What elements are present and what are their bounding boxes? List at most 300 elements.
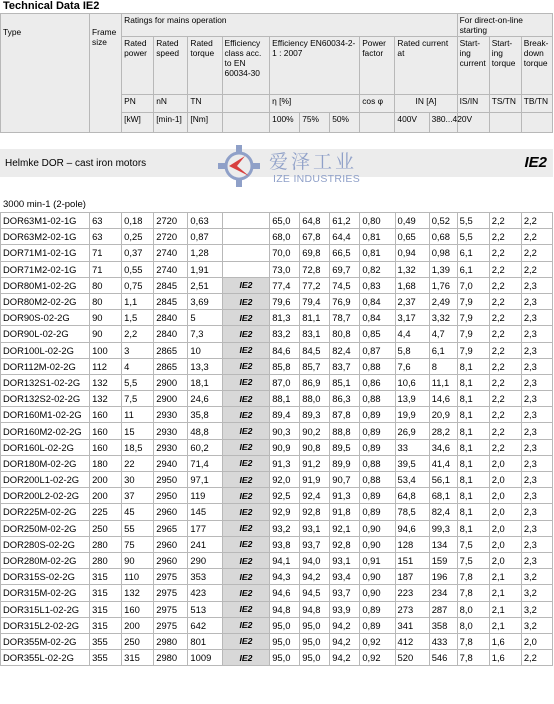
data-cell: 2,49 [429,293,457,309]
data-cell: 177 [188,520,222,536]
data-cell: 1,5 [122,310,154,326]
data-cell: 2,0 [489,455,521,471]
data-cell: 8,1 [457,439,489,455]
data-cell: 94,6 [395,520,429,536]
data-cell: 0,83 [360,277,395,293]
data-cell: 7,5 [457,536,489,552]
data-cell: 0,90 [360,520,395,536]
motor-type-cell: DOR315S-02-2G [1,569,90,585]
data-cell: 7,9 [457,342,489,358]
data-cell: 160 [90,439,122,455]
data-cell: 13,3 [188,358,222,374]
data-cell: 95,0 [270,633,300,649]
eff-class-cell: IE2 [222,277,270,293]
data-cell: 89,5 [330,439,360,455]
header-frame-size: Frame size [90,14,122,95]
data-cell: 7,9 [457,326,489,342]
logo-en-text: IZE INDUSTRIES [273,173,361,185]
data-cell: 801 [188,633,222,649]
data-cell: 93,8 [270,536,300,552]
gear-icon [215,142,265,190]
data-cell: 196 [429,569,457,585]
data-cell: 2720 [154,229,188,245]
header-start-torque: Start-ing torque [489,37,521,95]
eff-class-cell: IE2 [222,310,270,326]
table-row [1,617,553,633]
data-cell: 7,8 [457,569,489,585]
data-cell: 2,3 [521,358,552,374]
data-cell: 315 [122,650,154,666]
data-cell: 2900 [154,374,188,390]
data-cell: 90,7 [330,472,360,488]
motor-type-cell: DOR80M1-02-2G [1,277,90,293]
data-cell: 2,3 [521,520,552,536]
data-cell: 56,1 [429,472,457,488]
data-cell: 1,76 [429,277,457,293]
data-cell: 315 [90,569,122,585]
eff-class-cell: IE2 [222,504,270,520]
data-cell: 14,6 [429,391,457,407]
data-cell: 94,3 [270,569,300,585]
data-cell: 10,6 [395,374,429,390]
data-cell: 15 [122,423,154,439]
data-cell: 2,0 [489,488,521,504]
data-cell: 79,4 [300,293,330,309]
motor-type-cell: DOR80M2-02-2G [1,293,90,309]
data-cell: 80 [90,293,122,309]
header-type: Type [1,14,90,95]
table-row [1,569,553,585]
data-cell: 87,8 [330,407,360,423]
data-cell: 10 [188,342,222,358]
unit-min: [min-1] [154,113,188,133]
data-cell: 0,92 [360,650,395,666]
data-cell: 2865 [154,342,188,358]
motor-type-cell: DOR112M-02-2G [1,358,90,374]
data-cell: 2740 [154,261,188,277]
data-cell: 7,5 [122,391,154,407]
eff-class-cell: IE2 [222,633,270,649]
data-cell: 73,0 [270,261,300,277]
data-cell: 520 [395,650,429,666]
data-cell: 513 [188,601,222,617]
data-cell: 11,1 [429,374,457,390]
data-cell: 287 [429,601,457,617]
table-row [1,342,553,358]
data-cell: 119 [188,488,222,504]
table-row [1,601,553,617]
data-cell: 69,8 [300,245,330,261]
data-cell: 0,91 [360,552,395,568]
data-cell: 83,1 [300,326,330,342]
motor-type-cell: DOR355M-02-2G [1,633,90,649]
data-cell: 0,68 [429,229,457,245]
data-cell: 0,80 [360,213,395,229]
data-cell: 90 [90,326,122,342]
data-cell: 2,2 [489,391,521,407]
data-cell: 2,3 [521,342,552,358]
data-cell: 92,8 [300,504,330,520]
data-cell: 92,8 [330,536,360,552]
sym-pn: PN [122,95,154,113]
data-cell: 94,5 [300,585,330,601]
motor-type-cell: DOR315M-02-2G [1,585,90,601]
data-cell: 66,5 [330,245,360,261]
table-row [1,488,553,504]
data-cell: 35,8 [188,407,222,423]
data-cell: 2,2 [521,213,552,229]
data-cell: 100 [90,342,122,358]
data-cell: 87,0 [270,374,300,390]
data-cell: 86,3 [330,391,360,407]
data-cell: 2960 [154,536,188,552]
data-cell: 78,5 [395,504,429,520]
data-cell: 2,3 [521,455,552,471]
motor-type-cell: DOR132S2-02-2G [1,391,90,407]
data-cell: 95,0 [270,650,300,666]
data-cell: 223 [395,585,429,601]
data-cell: 94,2 [330,633,360,649]
data-cell: 0,89 [360,601,395,617]
data-cell: 8,1 [457,504,489,520]
data-cell: 8,1 [457,423,489,439]
data-cell: 2940 [154,455,188,471]
data-cell: 71 [90,245,122,261]
data-cell: 2,2 [489,342,521,358]
data-cell: 2950 [154,488,188,504]
data-cell: 2,0 [489,520,521,536]
data-cell: 0,89 [360,488,395,504]
data-cell: 88,8 [330,423,360,439]
motor-type-cell: DOR200L1-02-2G [1,472,90,488]
data-cell: 2,3 [521,504,552,520]
data-cell: 92,1 [330,520,360,536]
motor-type-cell: DOR90S-02-2G [1,310,90,326]
data-cell: 1,6 [489,650,521,666]
data-cell: 95,0 [300,617,330,633]
motor-type-cell: DOR315L2-02-2G [1,617,90,633]
data-cell: 67,8 [300,229,330,245]
data-cell: 94,1 [270,552,300,568]
data-cell: 2950 [154,472,188,488]
sym-nn: nN [154,95,188,113]
data-cell: 3,69 [188,293,222,309]
data-cell: 355 [90,633,122,649]
header-rated-power: Rated power [122,37,154,95]
data-cell: 2845 [154,293,188,309]
data-cell: 2,0 [489,504,521,520]
data-cell: 132 [90,391,122,407]
data-cell: 0,87 [360,342,395,358]
data-cell: 2965 [154,520,188,536]
table-row [1,261,553,277]
data-cell: 78,7 [330,310,360,326]
data-cell: 2,0 [489,472,521,488]
motor-type-cell: DOR63M1-02-1G [1,213,90,229]
unit-kw: [kW] [122,113,154,133]
data-cell: 77,2 [300,277,330,293]
data-cell: 1,91 [188,261,222,277]
data-cell: 2,2 [489,245,521,261]
data-cell: 92,9 [270,504,300,520]
data-cell: 94,2 [330,650,360,666]
eff-class-cell: IE2 [222,488,270,504]
table-row [1,633,553,649]
data-cell: 89,4 [270,407,300,423]
eff-class-cell: IE2 [222,569,270,585]
data-cell: 2,2 [489,310,521,326]
load-100: 100% [270,113,300,133]
eff-class-cell: IE2 [222,423,270,439]
data-cell: 7,0 [457,277,489,293]
data-cell: 2,3 [521,536,552,552]
data-cell: 0,88 [360,472,395,488]
data-cell: 2,2 [521,245,552,261]
data-cell: 71,4 [188,455,222,471]
data-cell: 93,1 [300,520,330,536]
data-cell: 355 [90,650,122,666]
data-cell: 187 [395,569,429,585]
header-rated-current: Rated current at [395,37,457,95]
header-table [0,13,553,133]
eff-class-cell: IE2 [222,439,270,455]
data-cell: 88,1 [270,391,300,407]
data-cell: 7,9 [457,293,489,309]
data-cell: 94,6 [270,585,300,601]
data-cell: 2,1 [489,601,521,617]
data-cell: 2,3 [521,326,552,342]
data-cell: 2740 [154,245,188,261]
motor-type-cell: DOR160M1-02-2G [1,407,90,423]
data-cell: 63 [90,229,122,245]
data-cell: 0,37 [122,245,154,261]
table-row [1,650,553,666]
data-cell: 94,8 [270,601,300,617]
data-cell: 8,1 [457,488,489,504]
data-cell: 2975 [154,569,188,585]
data-cell: 2,51 [188,277,222,293]
data-cell: 86,9 [300,374,330,390]
data-cell: 99,3 [429,520,457,536]
data-cell: 81,1 [300,310,330,326]
data-cell: 8,1 [457,374,489,390]
data-cell: 0,88 [360,391,395,407]
data-cell: 79,6 [270,293,300,309]
data-cell: 92,0 [270,472,300,488]
data-cell: 546 [429,650,457,666]
motor-type-cell: DOR71M1-02-1G [1,245,90,261]
data-cell: 30 [122,472,154,488]
data-cell: 3,2 [521,585,552,601]
motor-type-cell: DOR63M2-02-1G [1,229,90,245]
data-cell: 280 [90,536,122,552]
data-cell: 84,5 [300,342,330,358]
data-cell: 90,8 [300,439,330,455]
data-cell: 0,81 [360,229,395,245]
data-cell: 2975 [154,617,188,633]
data-cell: 2,1 [489,617,521,633]
data-cell: 3 [122,342,154,358]
data-cell: 5,5 [457,213,489,229]
data-cell: 7,8 [457,585,489,601]
data-cell: 3,2 [521,569,552,585]
data-cell: 2,3 [521,374,552,390]
data-cell: 0,89 [360,504,395,520]
sym-ts: TS/TN [489,95,521,113]
data-cell: 1,68 [395,277,429,293]
data-cell: 0,89 [360,407,395,423]
sym-tn: TN [188,95,222,113]
table-row [1,213,553,229]
data-cell: 64,4 [330,229,360,245]
data-cell: 18,1 [188,374,222,390]
data-cell: 7,3 [188,326,222,342]
data-cell: 90 [122,552,154,568]
data-cell: 19,9 [395,407,429,423]
data-cell: 61,2 [330,213,360,229]
data-cell: 3,2 [521,601,552,617]
data-cell: 0,52 [429,213,457,229]
data-cell: 0,98 [429,245,457,261]
table-row [1,374,553,390]
data-cell: 60,2 [188,439,222,455]
data-cell: 0,90 [360,569,395,585]
sym-cos: cos φ [360,95,395,113]
data-cell: 68,0 [270,229,300,245]
data-cell: 7,8 [457,633,489,649]
data-cell: 2,3 [521,277,552,293]
data-cell: 2,2 [521,650,552,666]
data-cell: 91,8 [330,504,360,520]
data-cell: 2840 [154,310,188,326]
motor-type-cell: DOR355L-02-2G [1,650,90,666]
load-75: 75% [300,113,330,133]
data-cell: 2,2 [122,326,154,342]
eff-class-cell: IE2 [222,293,270,309]
data-cell: 2,2 [489,439,521,455]
data-cell: 94,8 [300,601,330,617]
data-cell: 280 [90,552,122,568]
data-cell: 92,4 [300,488,330,504]
data-cell: 2,3 [521,391,552,407]
data-cell: 75 [122,536,154,552]
data-cell: 2720 [154,213,188,229]
data-cell: 7,9 [457,310,489,326]
load-50: 50% [330,113,360,133]
data-cell: 68,1 [429,488,457,504]
data-cell: 8,0 [457,601,489,617]
header-rated-torque: Rated torque [188,37,222,95]
data-cell: 2,3 [521,407,552,423]
eff-class-cell [222,245,270,261]
data-cell: 4,7 [429,326,457,342]
data-cell: 95,0 [300,650,330,666]
data-cell: 358 [429,617,457,633]
data-cell: 433 [429,633,457,649]
data-cell: 0,89 [360,423,395,439]
data-cell: 89,3 [300,407,330,423]
data-cell: 2975 [154,601,188,617]
table-row [1,391,553,407]
table-row [1,455,553,471]
data-cell: 2,3 [521,472,552,488]
data-cell: 1,1 [122,293,154,309]
data-cell: 2,3 [521,552,552,568]
sym-eta: η [%] [270,95,360,113]
data-cell: 37 [122,488,154,504]
eff-class-cell [222,213,270,229]
data-cell: 8,1 [457,407,489,423]
eff-class-cell [222,229,270,245]
data-cell: 72,8 [300,261,330,277]
data-cell: 91,3 [330,488,360,504]
eff-class-cell: IE2 [222,601,270,617]
data-cell: 160 [90,423,122,439]
data-cell: 273 [395,601,429,617]
data-cell: 92,5 [270,488,300,504]
data-cell: 33 [395,439,429,455]
eff-class-cell: IE2 [222,326,270,342]
header-breakdown-torque: Break-down torque [521,37,552,95]
table-row [1,536,553,552]
data-cell: 5,8 [395,342,429,358]
data-cell: 0,81 [360,245,395,261]
data-cell: 2,3 [521,488,552,504]
table-row [1,293,553,309]
logo-cn-text: 爱泽工业 [269,151,358,173]
series-name: Helmke DOR – cast iron motors [5,158,147,169]
data-cell: 160 [90,407,122,423]
data-cell: 64,8 [395,488,429,504]
motor-type-cell: DOR280M-02-2G [1,552,90,568]
data-cell: 2,37 [395,293,429,309]
header-start-current: Start-ing current [457,37,489,95]
table-row [1,439,553,455]
data-cell: 0,88 [360,455,395,471]
data-cell: 6,1 [457,261,489,277]
data-cell: 0,85 [360,326,395,342]
data-cell: 84,6 [270,342,300,358]
data-cell: 91,2 [300,455,330,471]
data-cell: 112 [90,358,122,374]
data-cell: 2960 [154,552,188,568]
eff-class-cell: IE2 [222,358,270,374]
data-cell: 1,6 [489,633,521,649]
data-cell: 2,3 [521,310,552,326]
data-cell: 81,3 [270,310,300,326]
data-cell: 85,1 [330,374,360,390]
data-cell: 241 [188,536,222,552]
eff-class-cell: IE2 [222,552,270,568]
data-cell: 132 [90,374,122,390]
table-row [1,504,553,520]
data-cell: 159 [429,552,457,568]
data-cell: 5 [188,310,222,326]
data-cell: 2,3 [521,423,552,439]
data-cell: 90,9 [270,439,300,455]
data-cell: 7,6 [395,358,429,374]
data-cell: 41,4 [429,455,457,471]
data-cell: 412 [395,633,429,649]
motor-type-cell: DOR200L2-02-2G [1,488,90,504]
motor-type-cell: DOR280S-02-2G [1,536,90,552]
data-cell: 132 [122,585,154,601]
data-cell: 97,1 [188,472,222,488]
eff-class-cell: IE2 [222,391,270,407]
table-row [1,326,553,342]
data-cell: 7,8 [457,650,489,666]
data-cell: 5,5 [457,229,489,245]
